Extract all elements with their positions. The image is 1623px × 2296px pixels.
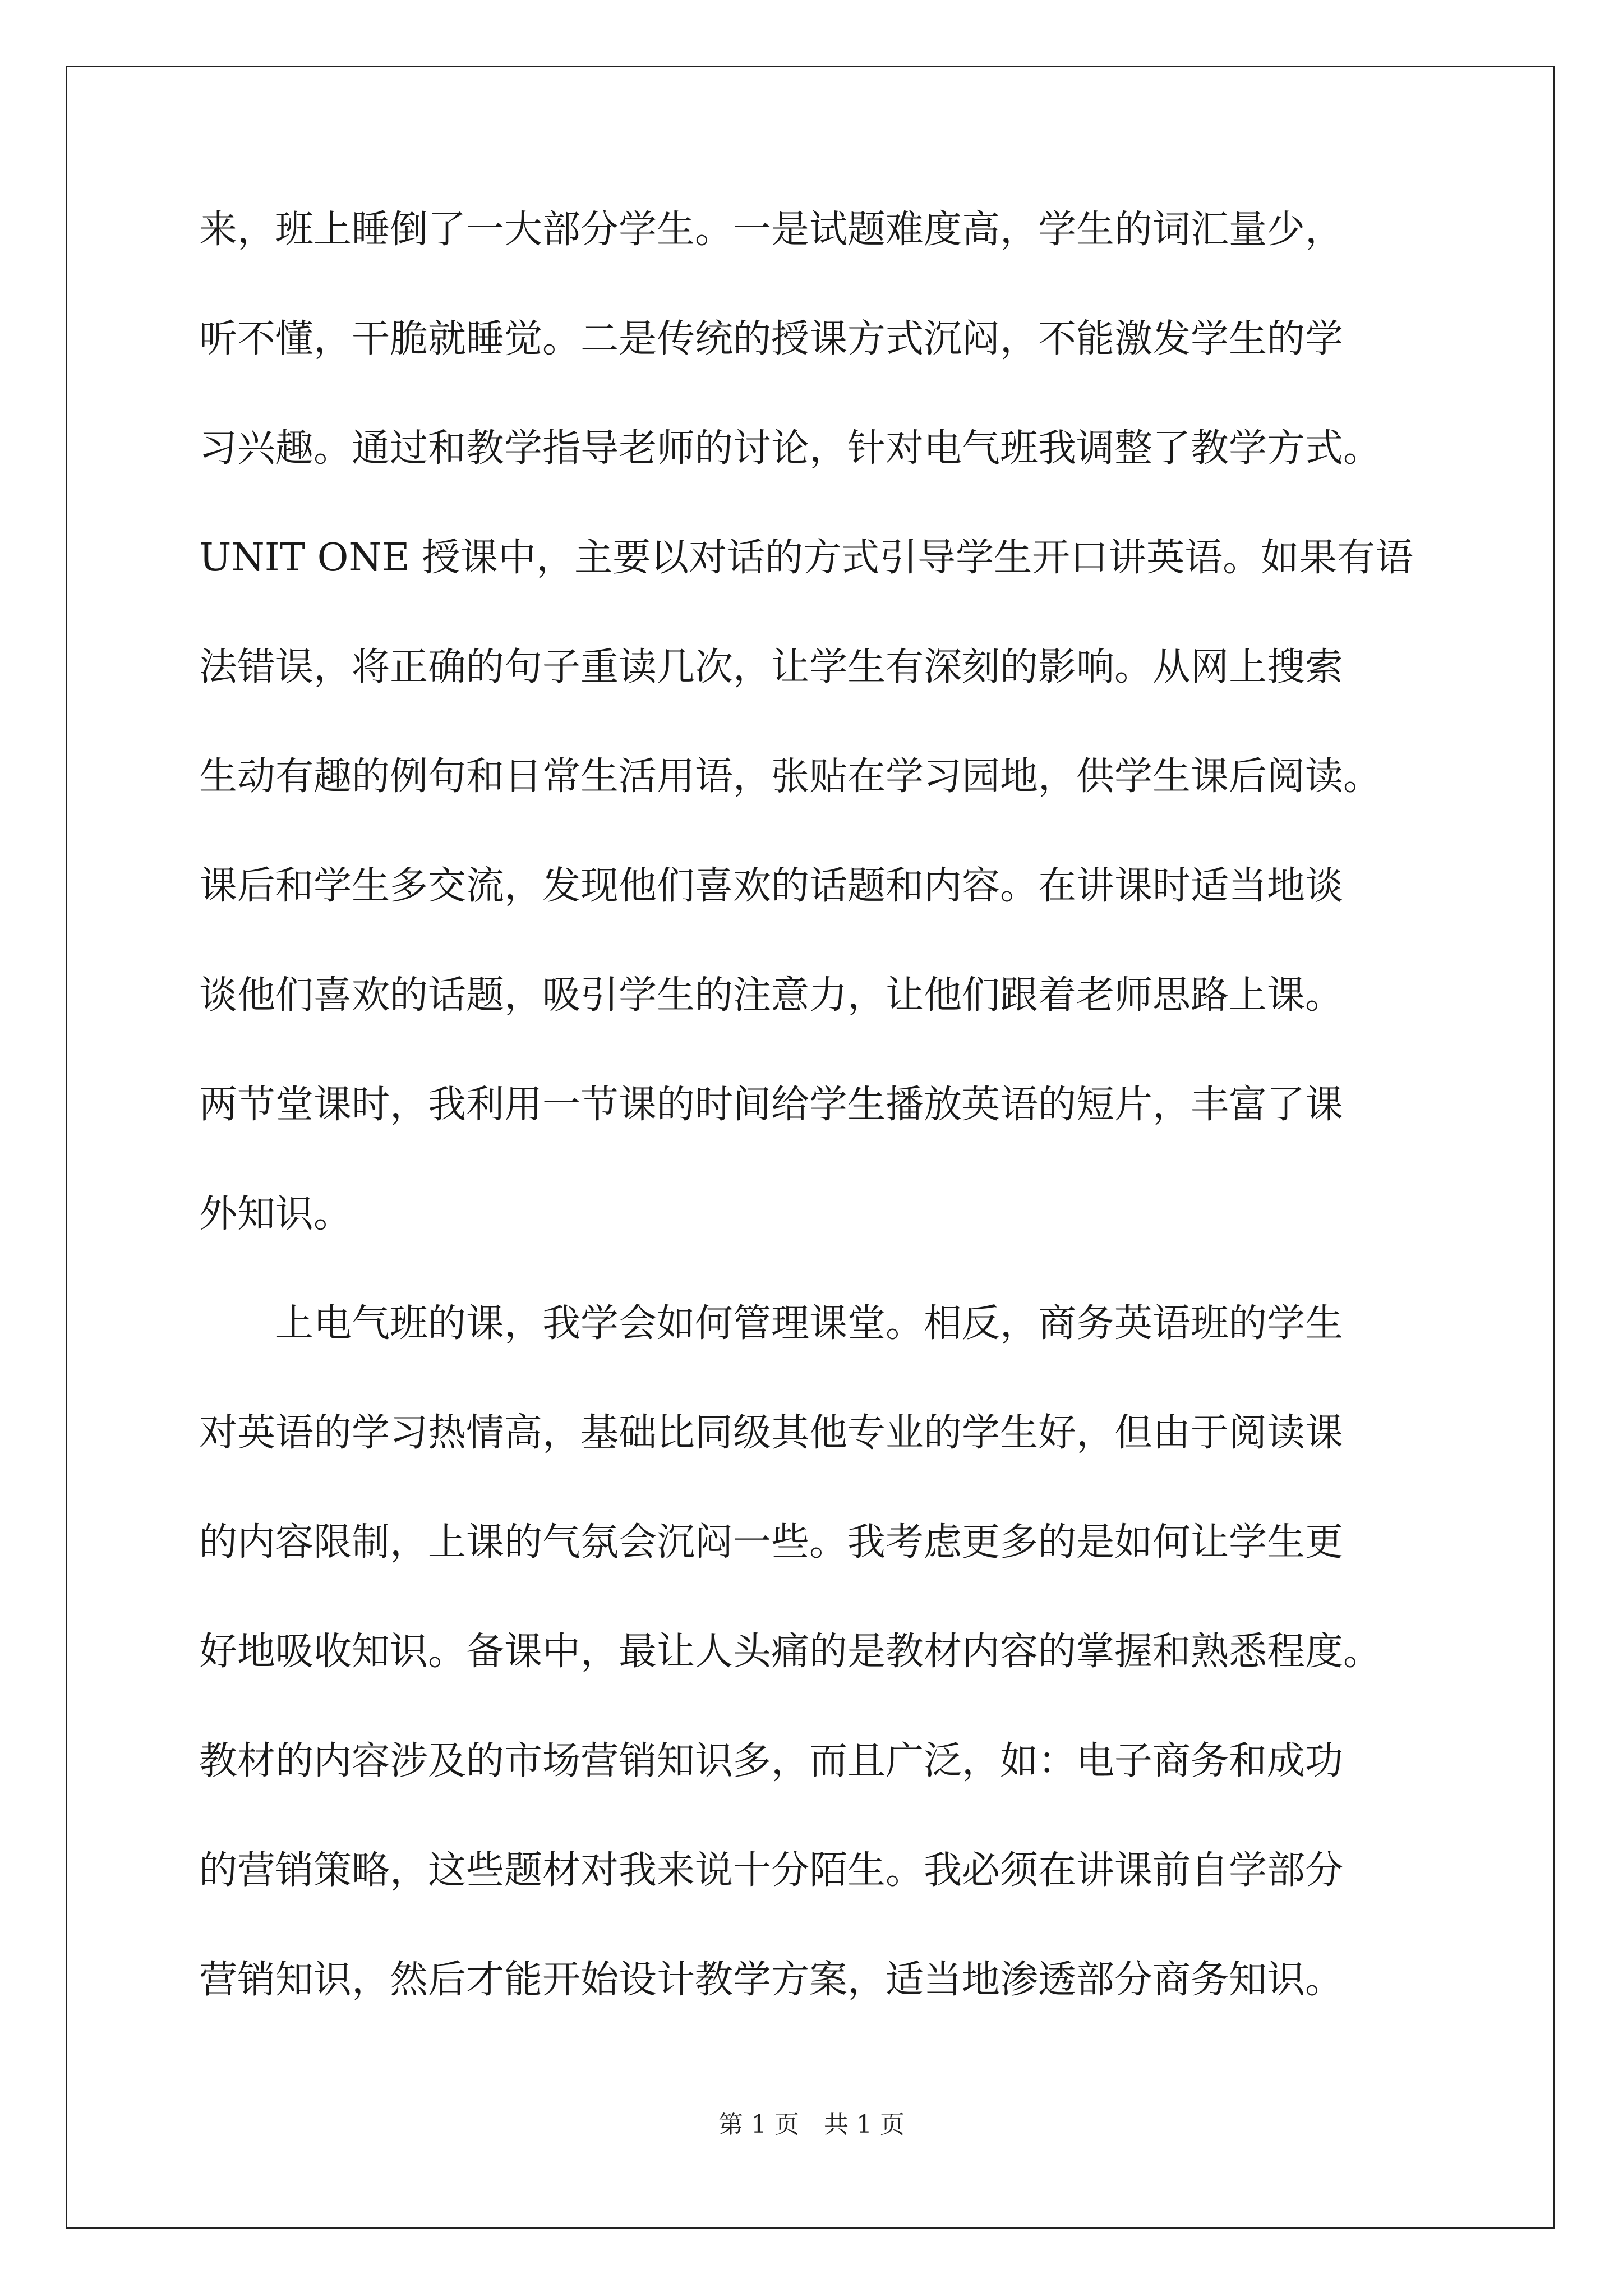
page-border [66, 66, 1555, 2229]
text-line-13: 的内容限制，上课的气氛会沉闷一些。我考虑更多的是如何让学生更 [199, 1520, 1344, 1565]
text-line-2: 听不懂，干脆就睡觉。二是传统的授课方式沉闷，不能激发学生的学 [199, 317, 1344, 361]
page-number-footer: 第 1 页 共 1 页 [718, 2110, 905, 2139]
text-line-3: 习兴趣。通过和教学指导老师的讨论，针对电气班我调整了教学方式。 [199, 426, 1382, 471]
text-line-12: 对英语的学习热情高，基础比同级其他专业的学生好，但由于阅读课 [199, 1411, 1344, 1455]
text-line-1: 来，班上睡倒了一大部分学生。一是试题难度高，学生的词汇量少， [199, 208, 1344, 252]
text-line-11: 上电气班的课，我学会如何管理课堂。相反，商务英语班的学生 [199, 1301, 1344, 1346]
text-line-8: 谈他们喜欢的话题，吸引学生的注意力，让他们跟着老师思路上课。 [199, 973, 1344, 1018]
text-line-9: 两节堂课时，我利用一节课的时间给学生播放英语的短片，丰富了课 [199, 1083, 1344, 1127]
text-line-4: UNIT ONE 授课中，主要以对话的方式引导学生开口讲英语。如果有语 [199, 536, 1414, 580]
text-line-6: 生动有趣的例句和日常生活用语，张贴在学习园地，供学生课后阅读。 [199, 754, 1382, 799]
text-line-15: 教材的内容涉及的市场营销知识多，而且广泛，如：电子商务和成功 [199, 1739, 1344, 1783]
text-line-14: 好地吸收知识。备课中，最让人头痛的是教材内容的掌握和熟悉程度。 [199, 1630, 1382, 1674]
text-line-5: 法错误，将正确的句子重读几次，让学生有深刻的影响。从网上搜索 [199, 645, 1344, 689]
text-line-17: 营销知识，然后才能开始设计教学方案，适当地渗透部分商务知识。 [199, 1958, 1344, 2002]
text-line-7: 课后和学生多交流，发现他们喜欢的话题和内容。在讲课时适当地谈 [199, 864, 1344, 908]
text-line-16: 的营销策略，这些题材对我来说十分陌生。我必须在讲课前自学部分 [199, 1848, 1344, 1893]
text-line-10: 外知识。 [199, 1192, 352, 1236]
